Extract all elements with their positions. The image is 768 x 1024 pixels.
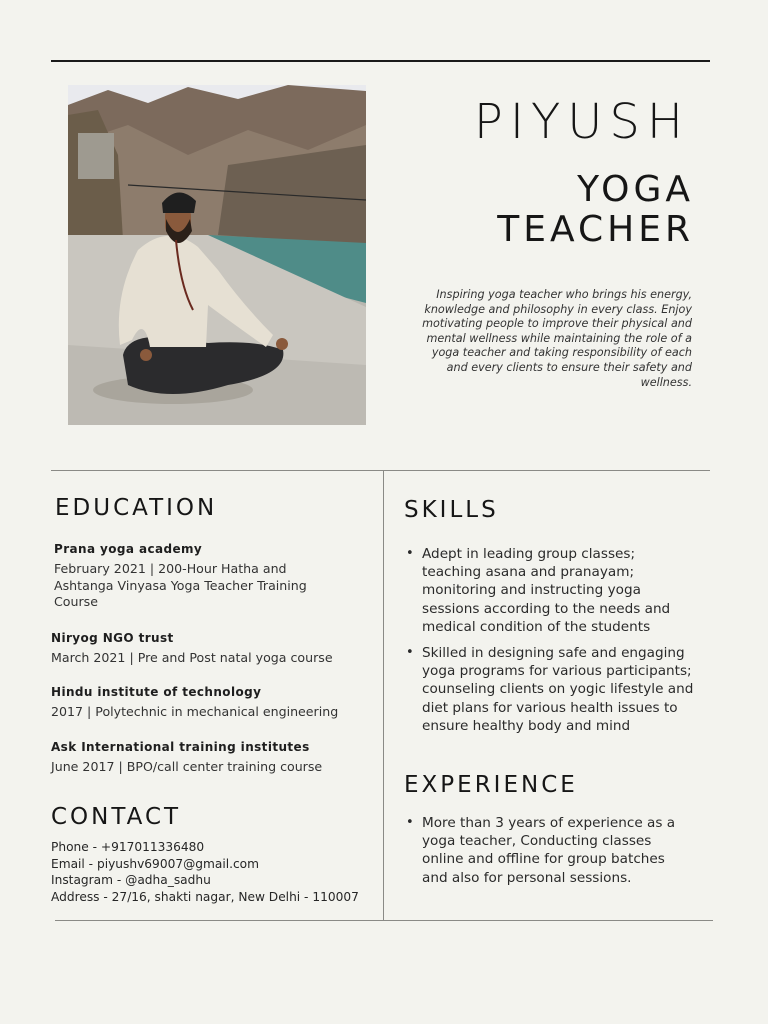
section-divider-bottom (55, 920, 713, 921)
education-heading: EDUCATION (55, 495, 218, 521)
experience-item: • More than 3 years of experience as a yoga teacher, Conducting classes online and offline for group batches and also for personal sessions. (404, 814, 694, 887)
experience-heading: EXPERIENCE (404, 772, 578, 798)
section-divider-top (51, 470, 710, 471)
education-item (51, 685, 371, 721)
contact-phone[interactable]: Phone - +917011336480 (51, 840, 205, 854)
profile-summary: Inspiring yoga teacher who brings his energy, knowledge and philosophy in every class. Enjoy motivating people to improve their physical and mental wellness while maintaining the role of a yoga teacher and taking responsibility of each and every clients to ensure their safety and wellness. (422, 288, 692, 389)
education-item (51, 631, 371, 667)
education-detail: March 2021 | Pre and Post natal yoga course (51, 650, 333, 665)
skills-list (404, 545, 694, 735)
skill-item: • Skilled in designing safe and engaging yoga programs for various participants; counseling clients on yogic lifestyle and diet plans for various health issues to ensure healthy body and mind (404, 644, 694, 735)
contact-heading: CONTACT (51, 804, 182, 830)
contact-email[interactable]: Email - piyushv69007@gmail.com (51, 856, 260, 871)
experience-list (404, 814, 694, 887)
education-institution: Ask International training institutes (51, 740, 310, 754)
education-detail: June 2017 | BPO/call center training course (51, 759, 323, 774)
education-institution: Niryog NGO trust (51, 631, 174, 645)
education-detail: 2017 | Polytechnic in mechanical engineering (51, 704, 339, 719)
skill-item: • Adept in leading group classes; teaching asana and pranayam; monitoring and instructing yoga sessions according to the needs and medical condition of the students (404, 545, 694, 636)
education-institution: Hindu institute of technology (51, 685, 262, 699)
profile-photo (68, 85, 366, 425)
top-rule (51, 60, 710, 62)
contact-instagram[interactable]: Instagram - @adha_sadhu (51, 873, 211, 887)
education-detail: February 2021 | 200-Hour Hatha and Ashtanga Vinyasa Yoga Teacher Training Course (54, 561, 307, 609)
education-institution: Prana yoga academy (54, 542, 203, 556)
contact-details (51, 839, 359, 905)
job-title (497, 170, 694, 250)
education-item (54, 542, 374, 611)
education-item (51, 740, 371, 776)
column-divider (383, 470, 384, 921)
job-title-line1: YOGA (577, 169, 694, 210)
contact-address: Address - 27/16, shakti nagar, New Delhi - 110007 (51, 889, 359, 904)
skills-heading: SKILLS (404, 497, 499, 523)
job-title-line2: TEACHER (497, 209, 694, 250)
candidate-name: PIYUSH (473, 94, 690, 150)
